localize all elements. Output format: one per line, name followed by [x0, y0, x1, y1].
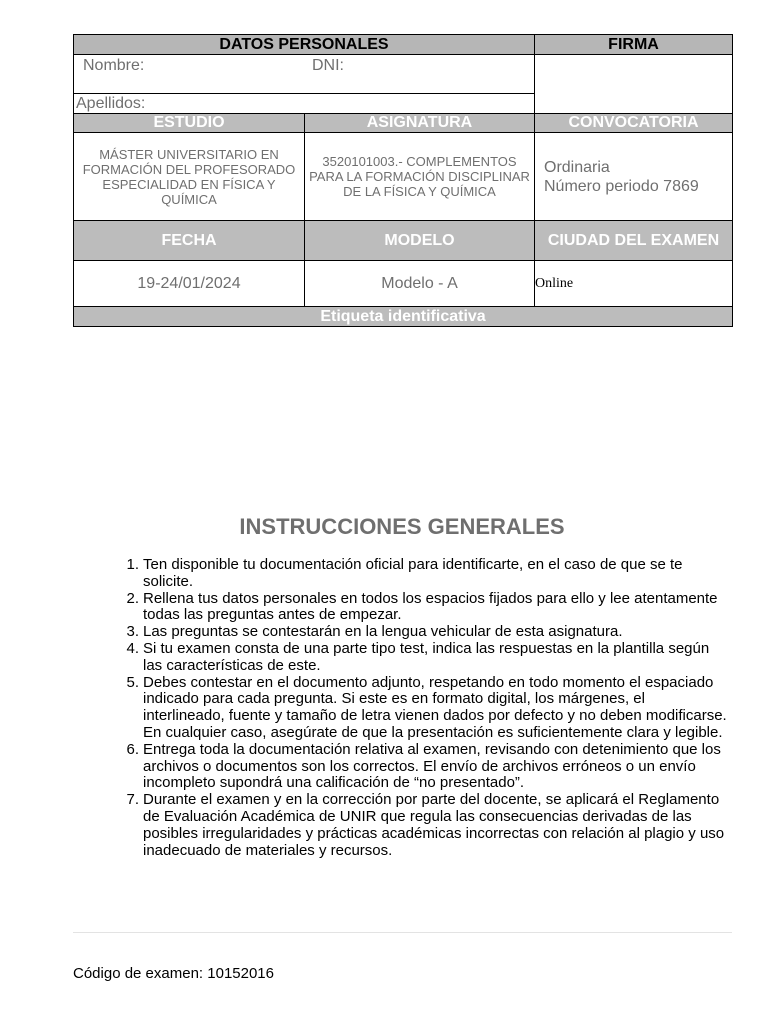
datos-personales-header: DATOS PERSONALES [74, 35, 535, 55]
convocatoria-type: Ordinaria [544, 158, 610, 176]
nombre-label: Nombre: [83, 57, 145, 74]
instruction-number: 7. [126, 791, 139, 809]
instruction-item [126, 639, 728, 675]
instruction-text: Entrega toda la documentación relativa al examen, revisando con detenimiento que los archivos o documentos son los correctos. El envío de archivos erróneos o un envío incompleto supondrá una calificación de “no presentado”. [143, 740, 721, 792]
instruction-number: 2. [126, 589, 139, 607]
firma-header: FIRMA [535, 35, 733, 55]
instruction-item [126, 740, 728, 792]
instructions-list [126, 556, 728, 859]
fecha-value: 19-24/01/2024 [74, 261, 305, 307]
instruction-item [126, 673, 728, 742]
estudio-value: MÁSTER UNIVERSITARIO EN FORMACIÓN DEL PROFESORADO ESPECIALIDAD EN FÍSICA Y QUÍMICA [74, 133, 305, 221]
convocatoria-value [535, 133, 733, 221]
asignatura-header: ASIGNATURA [305, 114, 535, 133]
instruction-number: 5. [126, 673, 139, 691]
convocatoria-periodo: Número periodo 7869 [544, 177, 699, 195]
instruction-item [126, 791, 728, 859]
ciudad-header: CIUDAD DEL EXAMEN [535, 221, 733, 261]
instruction-text: Durante el examen y en la corrección por parte del docente, se aplicará el Reglamento de Evaluación Académica de UNIR que regula las consecuencias derivadas de las posibles irregularidades y prácticas académicas incorrectas con relación al plagio y uso inadecuado de materiales y recursos. [143, 791, 725, 859]
modelo-value: Modelo - A [305, 261, 535, 307]
nombre-dni-cell[interactable] [74, 55, 535, 94]
instructions-title: INSTRUCCIONES GENERALES [239, 514, 565, 539]
instruction-number: 1. [126, 556, 139, 573]
asignatura-value: 3520101003.- COMPLEMENTOS PARA LA FORMACIÓN DISCIPLINAR DE LA FÍSICA Y QUÍMICA [305, 133, 535, 221]
instruction-text: Ten disponible tu documentación oficial para identificarte, en el caso de que se te solicite. [143, 556, 683, 590]
instruction-number: 6. [126, 740, 139, 758]
etiqueta-identificativa: Etiqueta identificativa [74, 307, 733, 327]
instruction-item [126, 623, 728, 641]
instruction-item [126, 556, 728, 591]
exam-code: Código de examen: 10152016 [73, 965, 274, 982]
instruction-text: Las preguntas se contestarán en la lengua vehicular de esta asignatura. [143, 623, 623, 641]
instruction-text: Si tu examen consta de una parte tipo test, indica las respuestas en la plantilla según las características de este. [143, 639, 710, 674]
apellidos-label: Apellidos: [76, 95, 146, 112]
convocatoria-header: CONVOCATORIA [535, 114, 733, 133]
dni-label: DNI: [312, 57, 344, 74]
estudio-header: ESTUDIO [74, 114, 305, 133]
fecha-header: FECHA [74, 221, 305, 261]
instruction-number: 4. [126, 639, 139, 657]
footer-divider [73, 932, 732, 933]
ciudad-value: Online [535, 261, 733, 307]
apellidos-cell[interactable] [74, 94, 535, 114]
instruction-text: Debes contestar en el documento adjunto, respetando en todo momento el espaciado indicado para cada pregunta. Si este es en formato digital, los márgenes, el interlineado, fuente y tamaño de letra vienen dados por defecto y no deben modificarse. En cualquier caso, asegúrate de que la presentación es suficientemente clara y legible. [143, 673, 727, 741]
instruction-number: 3. [126, 623, 139, 641]
exam-header-table [73, 34, 733, 327]
instruction-text: Rellena tus datos personales en todos los espacios fijados para ello y lee atentamente todas las preguntas antes de empezar. [143, 589, 718, 624]
modelo-header: MODELO [305, 221, 535, 261]
instruction-item [126, 589, 728, 625]
firma-box[interactable] [535, 55, 733, 114]
